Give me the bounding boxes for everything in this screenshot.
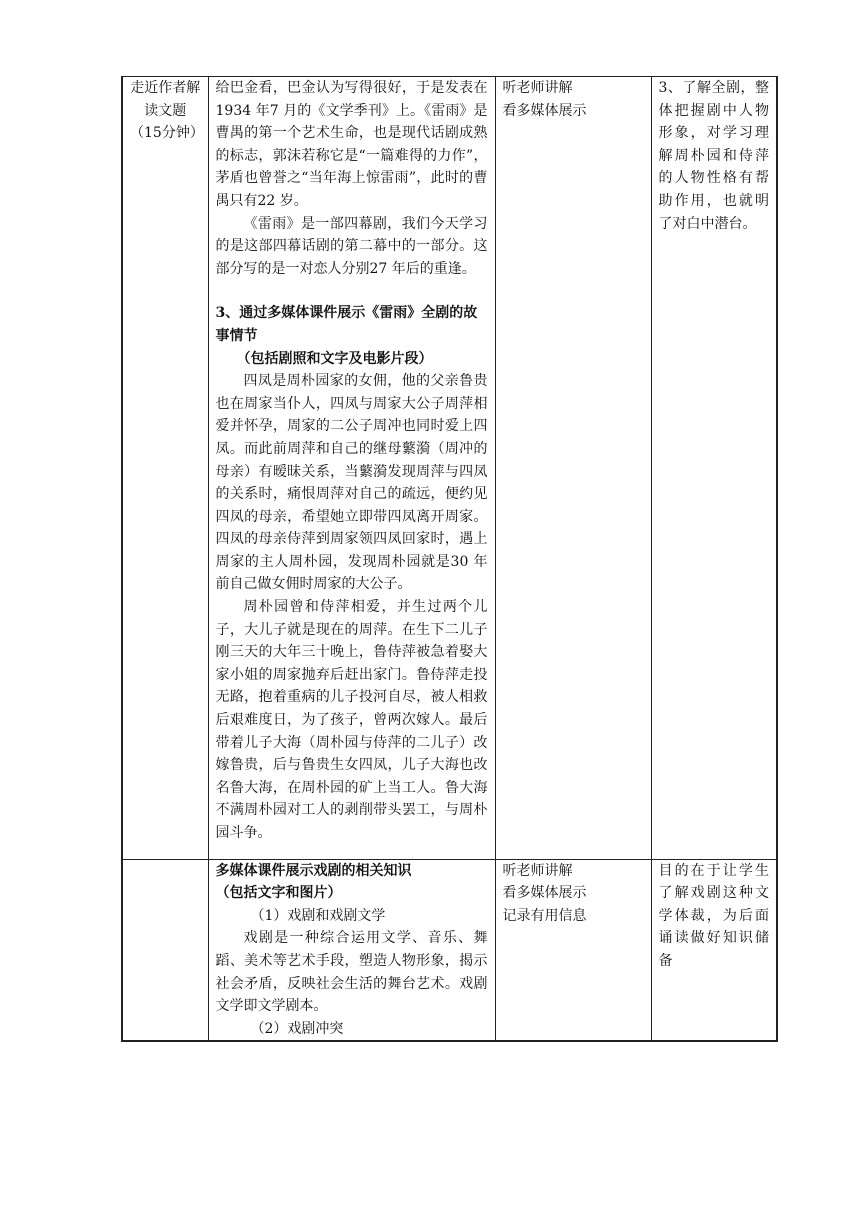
content-cell [208, 77, 495, 860]
lesson-plan-table [121, 76, 778, 1042]
table-row [122, 77, 777, 860]
activity-item: 看多媒体展示 [502, 102, 587, 119]
table-row [122, 859, 777, 1041]
intro-paragraph: 给巴金看，巴金认为写得很好，于是发表在1934 年7 月的《文学季刊》上。《雷雨》是曹禺的第一个艺术生命，也是现代话剧成熟的标志，郭沫若称它是“一篇难得的力作”，茅盾也曾誉之“当年海上惊雷雨”，此时的曹禺只有22 岁。 [215, 80, 488, 209]
section-title: 多媒体课件展示戏剧的相关知识 [215, 862, 412, 879]
knowledge-paragraph: 戏剧是一种综合运用文学、音乐、舞蹈、美术等艺术手段，塑造人物形象，揭示社会矛盾，反映社会生活的舞台艺术。戏剧文学即文学剧本。 [215, 930, 488, 1015]
content-cell [208, 859, 495, 1041]
section-title: 3、通过多媒体课件展示《雷雨》全剧的故事情节 [215, 305, 478, 344]
activity-item: 听老师讲解 [502, 80, 573, 96]
activity-cell [495, 77, 651, 860]
stage-label: 走近作者解读文题（15分钟） [130, 80, 204, 142]
activity-item: 记录有用信息 [502, 907, 587, 924]
list-item: （2）戏剧冲突 [250, 1020, 344, 1037]
stage-cell [122, 77, 208, 860]
activity-cell [495, 859, 651, 1041]
activity-item: 听老师讲解 [502, 862, 573, 879]
story-paragraph: 四凤是周朴园家的女佣，他的父亲鲁贵也在周家当仆人，四凤与周家大公子周萍相爱并怀孕，周家的二公子周冲也同时爱上四凤。而此前周萍和自己的继母蘩漪（周冲的母亲）有暧昧关系，当蘩漪发现周萍与四凤的关系时，痛恨周萍对自己的疏远，便约见四凤的母亲，希望她立即带四凤离开周家。四凤的母亲侍萍到周家领四凤回家时，遇上周家的主人周朴园，发现周朴园就是30 年前自己做女佣时周家的大公子。 [215, 373, 488, 593]
intro-paragraph: 《雷雨》是一部四幕剧，我们今天学习的是这部四幕话剧的第二幕中的一部分。这部分写的是一对恋人分别27 年后的重逢。 [215, 215, 488, 277]
activity-item: 看多媒体展示 [502, 885, 587, 902]
list-item: （1）戏剧和戏剧文学 [250, 907, 386, 924]
section-subtitle: （包括剧照和文字及电影片段） [236, 350, 433, 367]
goal-text: 3、了解全剧，整体把握剧中人物形象，对学习理解周朴园和侍萍的人物性格有帮助作用，也就明了对白中潜台。 [658, 80, 769, 232]
story-paragraph: 周朴园曾和侍萍相爱，并生过两个儿子，大儿子就是现在的周萍。在生下二儿子刚三天的大年三十晚上，鲁侍萍被急着娶大家小姐的周家抛弃后赶出家门。鲁侍萍走投无路，抱着重病的儿子投河自尽，被人相救后艰难度日，为了孩子，曾两次嫁人。最后带着儿子大海（周朴园与侍萍的二儿子）改嫁鲁贵，后与鲁贵生女四凤，儿子大海也改名鲁大海，在周朴园的矿上当工人。鲁大海不满周朴园对工人的剥削带头罢工，与周朴园斗争。 [215, 599, 488, 841]
section-subtitle: （包括文字和图片） [215, 885, 342, 902]
goal-cell [651, 77, 777, 860]
goal-cell [651, 859, 777, 1041]
goal-text: 目的在于让学生了解戏剧这种文学体裁，为后面诵读做好知识储备 [658, 862, 769, 969]
stage-cell [122, 859, 208, 1041]
